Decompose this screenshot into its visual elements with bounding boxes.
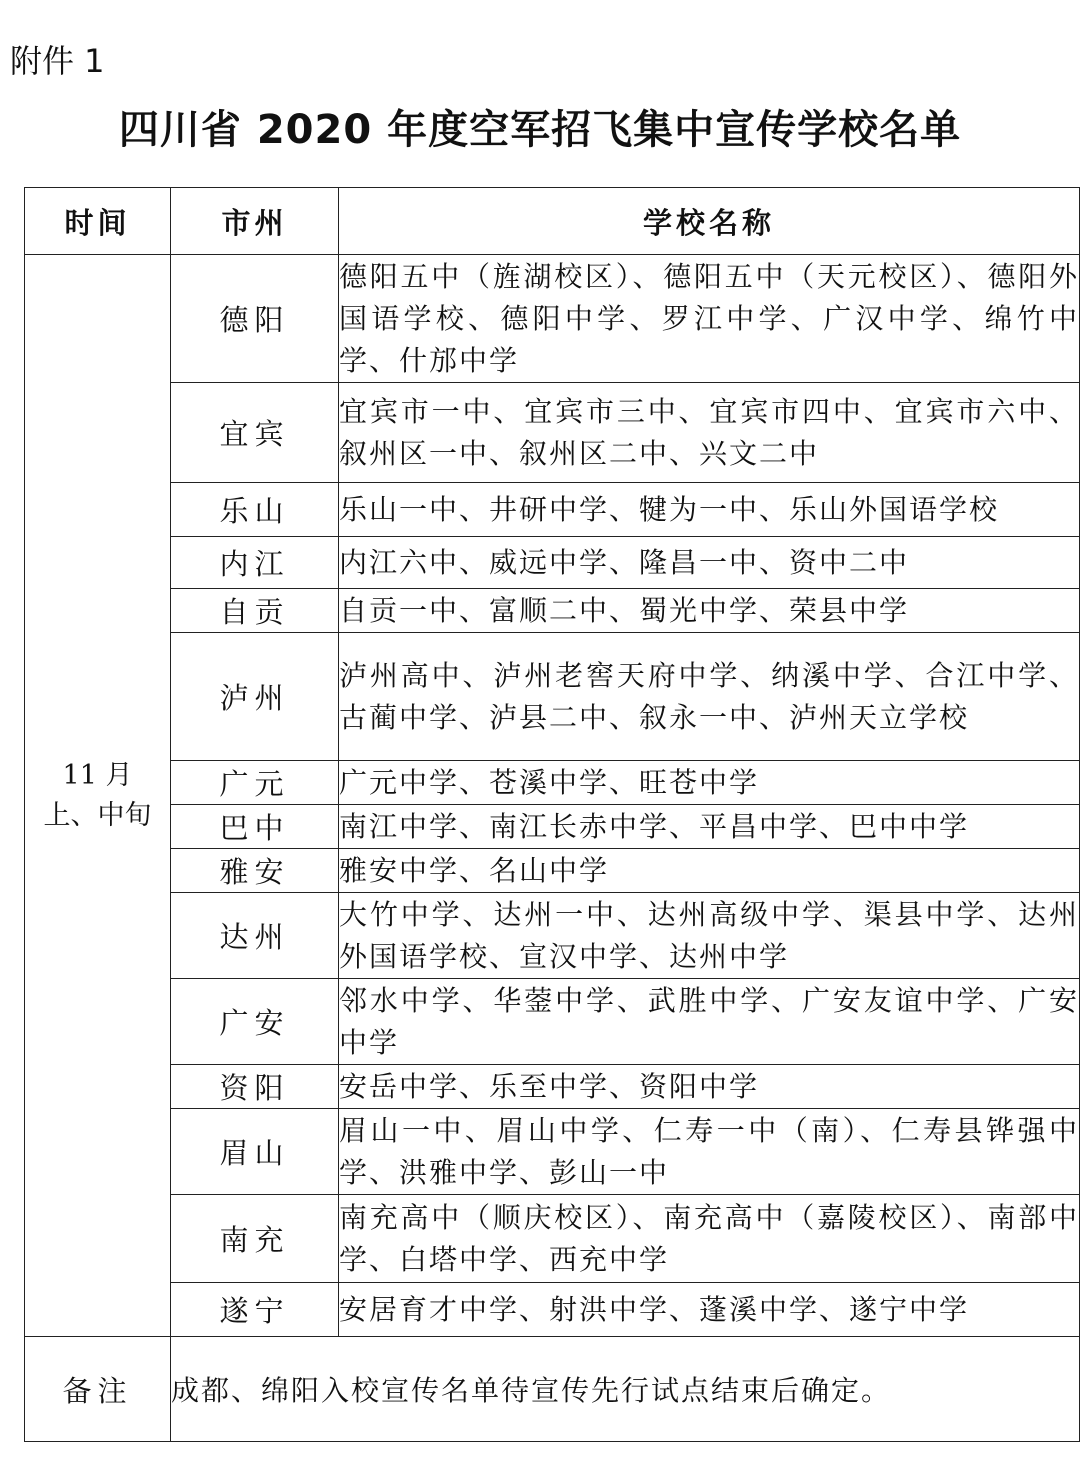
city-cell: 遂宁 <box>171 1283 339 1337</box>
table-row <box>25 1195 1080 1283</box>
table-row <box>25 633 1080 761</box>
schools-cell: 德阳五中（旌湖校区）、德阳五中（天元校区）、德阳外国语学校、德阳中学、罗江中学、广汉中学、绵竹中学、什邡中学 <box>339 255 1080 383</box>
city-cell: 德阳 <box>171 255 339 383</box>
table-row <box>25 979 1080 1065</box>
schools-cell: 南江中学、南江长赤中学、平昌中学、巴中中学 <box>339 805 1080 849</box>
city-cell: 宜宾 <box>171 383 339 483</box>
table-row <box>25 537 1080 589</box>
table-row <box>25 893 1080 979</box>
time-cell <box>25 255 171 1337</box>
remark-text: 成都、绵阳入校宣传名单待宣传先行试点结束后确定。 <box>171 1337 1080 1442</box>
header-time: 时间 <box>25 188 171 255</box>
city-cell: 雅安 <box>171 849 339 893</box>
schools-cell: 大竹中学、达州一中、达州高级中学、渠县中学、达州外国语学校、宣汉中学、达州中学 <box>339 893 1080 979</box>
header-schools: 学校名称 <box>339 188 1080 255</box>
city-cell: 广元 <box>171 761 339 805</box>
schools-cell: 安岳中学、乐至中学、资阳中学 <box>339 1065 1080 1109</box>
remark-row <box>25 1337 1080 1442</box>
table-row <box>25 805 1080 849</box>
city-cell: 广安 <box>171 979 339 1065</box>
city-cell: 资阳 <box>171 1065 339 1109</box>
city-cell: 自贡 <box>171 589 339 633</box>
table-row <box>25 1065 1080 1109</box>
time-value: 11 月上、中旬 <box>43 759 152 831</box>
table-row <box>25 383 1080 483</box>
city-cell: 眉山 <box>171 1109 339 1195</box>
table-row <box>25 483 1080 537</box>
schools-cell: 宜宾市一中、宜宾市三中、宜宾市四中、宜宾市六中、叙州区一中、叙州区二中、兴文二中 <box>339 383 1080 483</box>
schools-cell: 南充高中（顺庆校区）、南充高中（嘉陵校区）、南部中学、白塔中学、西充中学 <box>339 1195 1080 1283</box>
schools-cell: 邻水中学、华蓥中学、武胜中学、广安友谊中学、广安中学 <box>339 979 1080 1065</box>
schools-cell: 自贡一中、富顺二中、蜀光中学、荣县中学 <box>339 589 1080 633</box>
city-cell: 泸州 <box>171 633 339 761</box>
city-cell: 乐山 <box>171 483 339 537</box>
city-cell: 南充 <box>171 1195 339 1283</box>
document-title: 四川省 2020 年度空军招飞集中宣传学校名单 <box>118 107 962 153</box>
table-row <box>25 849 1080 893</box>
table-row <box>25 1283 1080 1337</box>
school-list-table <box>24 187 1080 1442</box>
table-row <box>25 1109 1080 1195</box>
attachment-label: 附件 1 <box>10 42 105 80</box>
schools-cell: 内江六中、威远中学、隆昌一中、资中二中 <box>339 537 1080 589</box>
city-cell: 内江 <box>171 537 339 589</box>
schools-cell: 安居育才中学、射洪中学、蓬溪中学、遂宁中学 <box>339 1283 1080 1337</box>
table-row <box>25 255 1080 383</box>
schools-cell: 泸州高中、泸州老窖天府中学、纳溪中学、合江中学、古蔺中学、泸县二中、叙永一中、泸州天立学校 <box>339 633 1080 761</box>
city-cell: 达州 <box>171 893 339 979</box>
schools-cell: 乐山一中、井研中学、犍为一中、乐山外国语学校 <box>339 483 1080 537</box>
schools-cell: 广元中学、苍溪中学、旺苍中学 <box>339 761 1080 805</box>
remark-label: 备注 <box>25 1337 171 1442</box>
table-row <box>25 761 1080 805</box>
table-header-row <box>25 188 1080 255</box>
schools-cell: 雅安中学、名山中学 <box>339 849 1080 893</box>
city-cell: 巴中 <box>171 805 339 849</box>
header-city: 市州 <box>171 188 339 255</box>
table-row <box>25 589 1080 633</box>
schools-cell: 眉山一中、眉山中学、仁寿一中（南）、仁寿县铧强中学、洪雅中学、彭山一中 <box>339 1109 1080 1195</box>
